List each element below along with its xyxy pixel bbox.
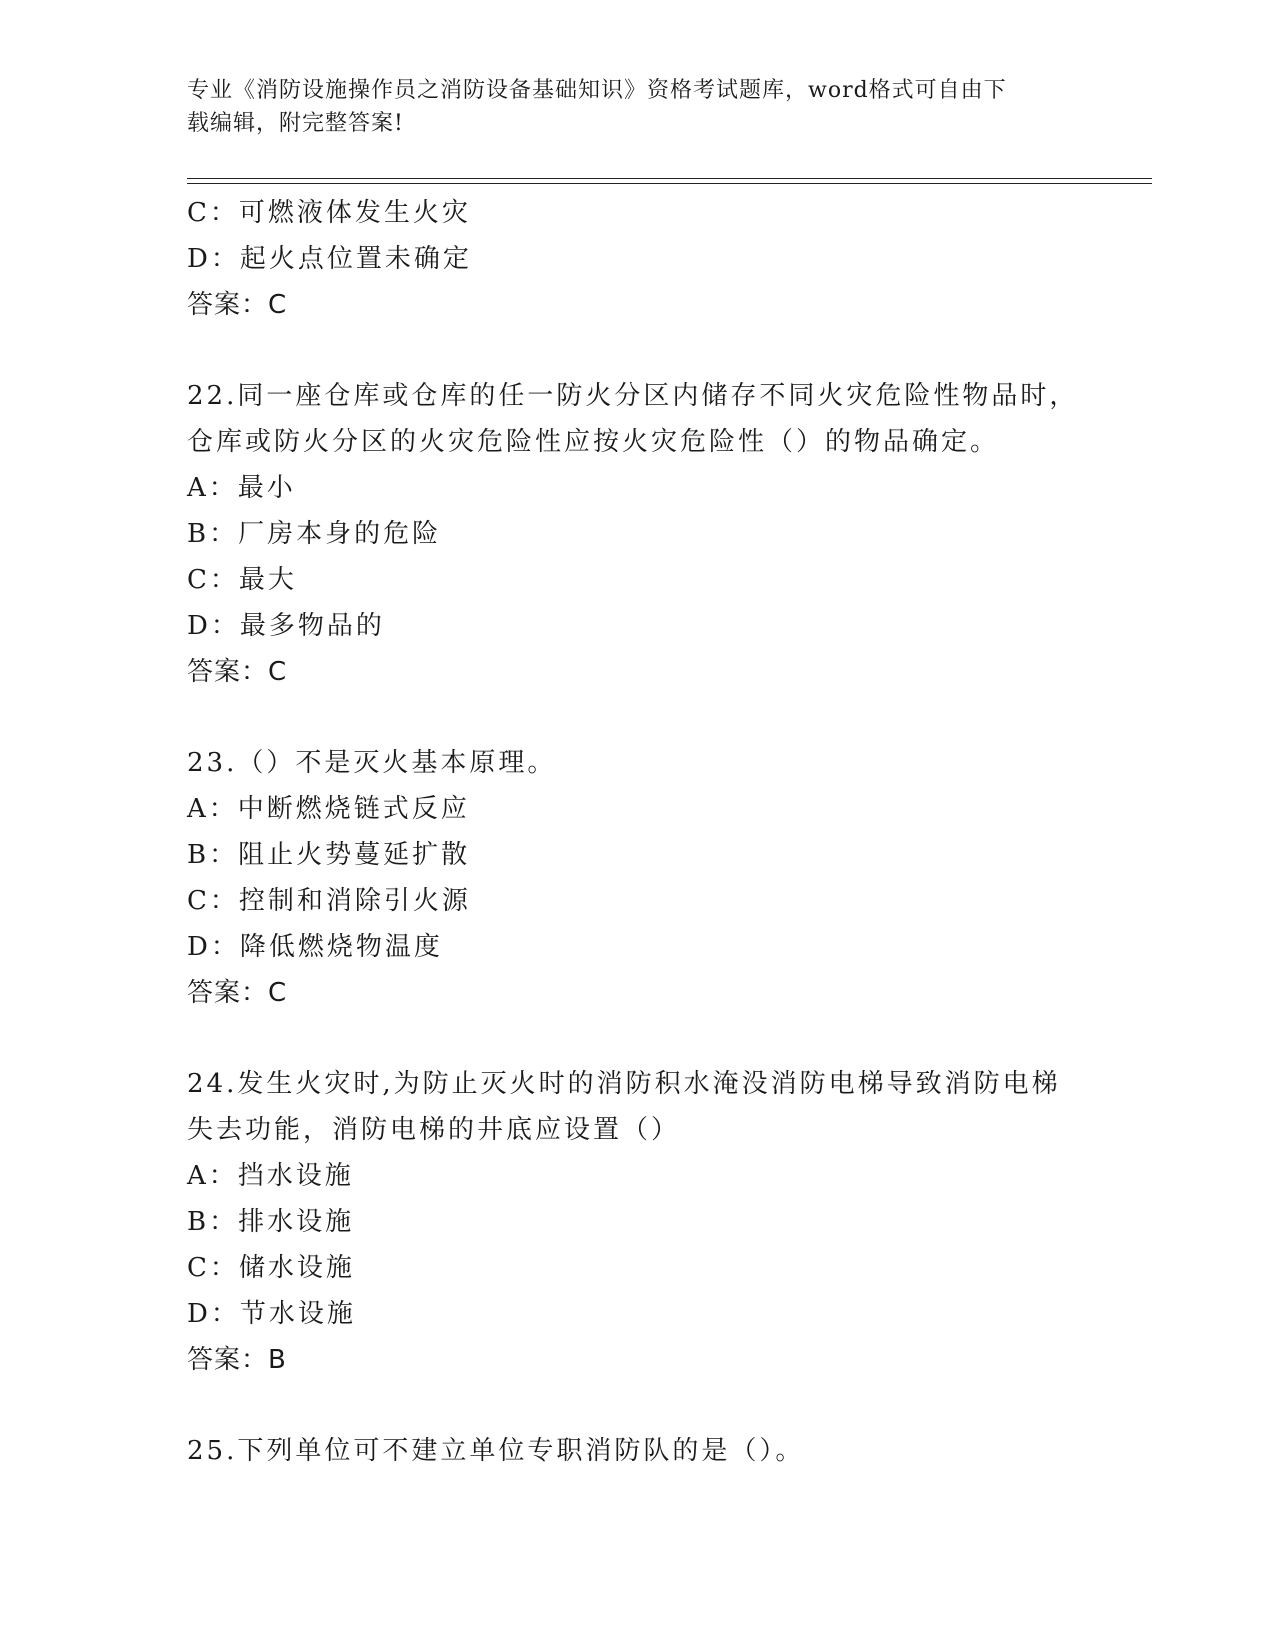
option-a: A：最小	[187, 473, 296, 503]
option-d: D：最多物品的	[187, 611, 385, 641]
question-stem: 失去功能，消防电梯的井底应设置（）	[187, 1115, 681, 1145]
option-d: D：节水设施	[187, 1299, 356, 1329]
question-stem: 25.下列单位可不建立单位专职消防队的是（）。	[187, 1436, 805, 1466]
question-21-tail	[187, 190, 1087, 328]
answer: 答案：C	[187, 657, 288, 687]
question-list	[187, 190, 1087, 1474]
option-d: D：起火点位置未确定	[187, 244, 472, 274]
option-b: B：阻止火势蔓延扩散	[187, 840, 471, 870]
answer: 答案：C	[187, 978, 288, 1008]
question-stem: 24.发生火灾时,为防止灭火时的消防积水淹没消防电梯导致消防电梯	[187, 1069, 1061, 1099]
document-header	[187, 74, 1067, 140]
option-c: C：最大	[187, 565, 297, 595]
answer: 答案：C	[187, 290, 288, 320]
question-stem: 22.同一座仓库或仓库的任一防火分区内储存不同火灾危险性物品时，	[187, 381, 1079, 411]
option-a: A：中断燃烧链式反应	[187, 794, 470, 824]
header-divider-bottom	[187, 183, 1152, 184]
question-24	[187, 1061, 1087, 1383]
header-line-2: 载编辑，附完整答案!	[187, 111, 404, 136]
option-c: C：控制和消除引火源	[187, 886, 471, 916]
header-divider-top	[187, 178, 1152, 179]
option-c: C：可燃液体发生火灾	[187, 198, 471, 228]
option-b: B：排水设施	[187, 1207, 355, 1237]
question-25	[187, 1428, 1087, 1474]
option-c: C：储水设施	[187, 1253, 355, 1283]
answer: 答案：B	[187, 1345, 287, 1375]
question-stem: 23.（）不是灭火基本原理。	[187, 748, 557, 778]
header-line-1: 专业《消防设施操作员之消防设备基础知识》资格考试题库，word格式可自由下	[187, 78, 1007, 103]
option-b: B：厂房本身的危险	[187, 519, 442, 549]
option-d: D：降低燃烧物温度	[187, 932, 443, 962]
question-23	[187, 740, 1087, 1016]
question-stem: 仓库或防火分区的火灾危险性应按火灾危险性（）的物品确定。	[187, 427, 1000, 457]
option-a: A：挡水设施	[187, 1161, 354, 1191]
question-22	[187, 373, 1087, 695]
